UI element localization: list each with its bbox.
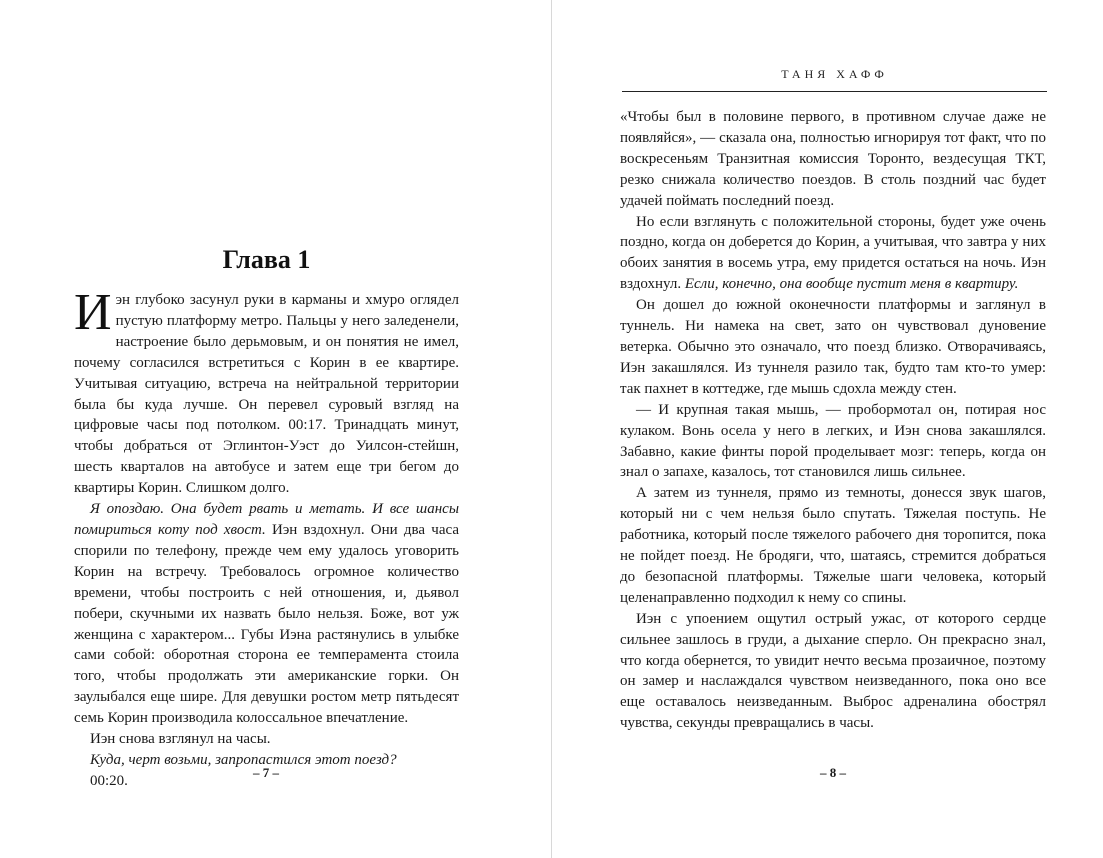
paragraph — [620, 483, 1046, 608]
paragraph — [74, 729, 459, 750]
drop-cap: И — [74, 284, 112, 341]
paragraph-italic: Я опоздаю. Она будет рвать и метать. И все шансы помириться коту под хвост. — [74, 501, 459, 538]
paragraph — [620, 295, 1046, 400]
paragraph-text: Иэн снова взглянул на часы. — [90, 731, 271, 748]
paragraph-italic: Если, конечно, она вообще пустит меня в квартиру. — [684, 276, 1019, 293]
right-page-body — [620, 107, 1046, 734]
paragraph-text: Иэн с упоением ощутил острый ужас, от которого сердце сильнее зашлось в груди, а дыхание сперло. Он прекрасно знал, что когда обернется, то увидит нечто весьма прозаичное, поэтому он замер и наслаждался чувством неизведанного, пока оно все еще оставалось неизведанным. Выброс адреналина обострял чувства, секунды превращались в часы. — [620, 610, 1046, 732]
paragraph-text: — И крупная такая мышь, — пробормотал он, потирая нос кулаком. Вонь осела у него в легких, и Иэн снова закашлялся. Забавно, какие финты порой проделывает мозг: теперь, когда он знал о запахе, казалось, тот становился лишь сильнее. — [620, 401, 1046, 481]
paragraph — [620, 107, 1046, 212]
header-rule — [622, 91, 1047, 92]
paragraph-text: эн глубоко засунул руки в карманы и хмуро оглядел пустую платформу метро. Пальцы у него заледенели, настроение было дерьмовым, и он понятия не имел, почему согласился встретиться с Корин в ее квартире. Учитывая ситуацию, встреча на нейтральной территории была бы куда лучше. Он перевел суровый взгляд на цифровые часы под потолком. 00:17. Тринадцать минут, чтобы добраться от Эглинтон-Уэст до Уилсон-стейшн, шесть кварталов на автобусе и затем еще три бегом до квартиры Корин. Слишком долго. — [74, 292, 459, 497]
running-head: ТАНЯ ХАФФ — [781, 67, 888, 81]
left-page-body — [74, 284, 459, 792]
right-page — [552, 0, 1103, 858]
paragraph — [620, 609, 1046, 734]
page-number: – 8 – — [820, 765, 846, 780]
paragraph — [74, 284, 459, 499]
page-number: – 7 – — [253, 765, 279, 780]
paragraph — [620, 400, 1046, 484]
paragraph — [620, 212, 1046, 296]
left-page — [0, 0, 551, 858]
paragraph-italic: Куда, черт возьми, запропастился этот поезд? — [90, 751, 397, 768]
paragraph-text: Иэн вздохнул. Они два часа спорили по телефону, прежде чем ему удалось уговорить Корин на встречу. Требовалось огромное количество времени, чтобы построить с ней отношения, и, дьявол побери, скучными их назвать было нельзя. Боже, вот уж женщина с характером... Губы Иэна растянулись в улыбке сами собой: оборотная сторона ее темперамента стоила того, чтобы продолжать эти американские горки. Он заулыбался еще шире. Для девушки ростом метр пятьдесят семь Корин производила колоссальное впечатление. — [74, 521, 459, 727]
paragraph-text: Он дошел до южной оконечности платформы и заглянул в туннель. Ни намека на свет, зато он чувствовал дуновение ветерка. Обычно это означало, что поезд близко. Отворачиваясь, Иэн закашлялся. Из туннеля разило так, будто там кто-то умер: так пахнет в коттедже, где мышь сдохла между стен. — [620, 297, 1046, 397]
paragraph-text: «Чтобы был в половине первого, в противном случае даже не появляйся», — сказала она, полностью игнорируя тот факт, что по воскресеньям Транзитная комиссия Торонто, вездесущая ТКТ, резко снижала количество поездов. В столь поздний час будет удачей поймать последний поезд. — [620, 109, 1046, 209]
paragraph-text: 00:20. — [90, 772, 128, 789]
paragraph — [74, 499, 459, 729]
chapter-title: Глава 1 — [222, 245, 311, 274]
paragraph-text: А затем из туннеля, прямо из темноты, донесся звук шагов, который ни с чем нельзя было спутать. Тяжелая поступь. Не работника, который после тяжелого рабочего дня торопится, пока не пойдет поезд. Не бродяги, что, шатаясь, стремится добраться до безопасной платформы. Тяжелые шаги человека, который целенаправленно подходил к нему со спины. — [620, 485, 1046, 606]
paragraph-text: Но если взглянуть с положительной стороны, будет уже очень поздно, когда он доберется до Корин, а учитывая, что завтра у них обоих занятия в восемь утра, ему придется остаться на ночь. Иэн вздохнул. — [620, 213, 1046, 293]
